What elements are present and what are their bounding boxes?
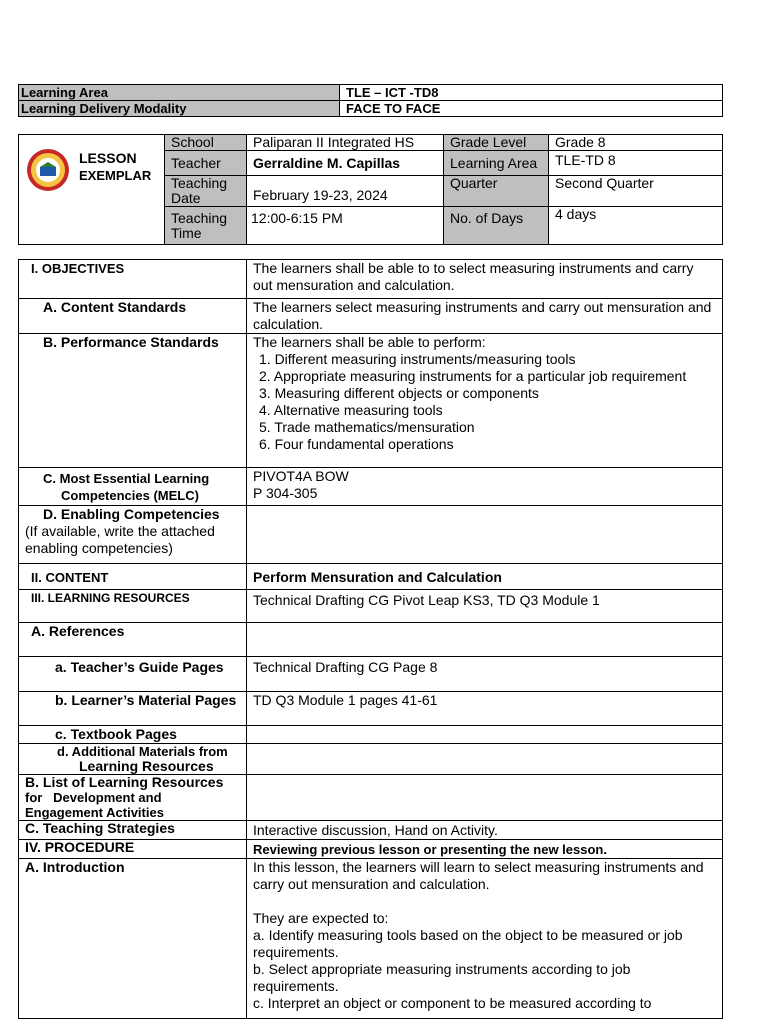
list-line1: B. List of Learning Resources [25, 774, 224, 790]
performance-intro: The learners shall be able to perform: [253, 334, 486, 350]
intro-paragraph: In this lesson, the learners will learn to select measuring instruments and carry out mensuration and calculation. [253, 859, 704, 892]
performance-standards-value [247, 334, 723, 468]
grade-label: Grade Level [444, 135, 549, 151]
performance-item: 1. Different measuring instruments/measuring tools [259, 351, 576, 367]
lesson-title: LESSON [79, 150, 137, 166]
days-label: No. of Days [444, 207, 549, 245]
enabling-value [247, 506, 723, 564]
learning-area-value: TLE – ICT -TD8 [340, 85, 723, 101]
introduction-label: A. Introduction [19, 859, 247, 1019]
melc-value-line1: PIVOT4A BOW [253, 468, 349, 484]
lesson-exemplar-cell [19, 135, 165, 245]
days-value: 4 days [549, 207, 723, 245]
teachers-guide-label: a. Teacher’s Guide Pages [19, 657, 247, 692]
school-value: Paliparan II Integrated HS [247, 135, 444, 151]
additional-line2: Learning Resources [79, 758, 214, 774]
list-resources-value [247, 775, 723, 821]
content-standards-label: A. Content Standards [19, 299, 247, 334]
date-label-line1: Teaching [171, 175, 228, 191]
teacher-value: Gerraldine M. Capillas [247, 151, 444, 176]
time-label-line1: Teaching [171, 210, 228, 226]
content-label: II. CONTENT [19, 564, 247, 590]
intro-item-a: a. Identify measuring tools based on the object to be measured or job requirements. [253, 927, 683, 960]
quarter-label: Quarter [444, 176, 549, 207]
modality-label: Learning Delivery Modality [19, 101, 340, 117]
performance-item: 2. Appropriate measuring instruments for a particular job requirement [259, 368, 687, 384]
enabling-note: (If available, write the attached enabling competencies) [25, 523, 215, 556]
strategies-value: Interactive discussion, Hand on Activity. [247, 821, 723, 840]
textbook-value [247, 726, 723, 744]
intro-item-c: c. Interpret an object or component to be measured according to [253, 995, 652, 1011]
date-label [165, 176, 247, 207]
strategies-label: C. Teaching Strategies [19, 821, 247, 840]
enabling-title: D. Enabling Competencies [43, 506, 220, 522]
content-value: Perform Mensuration and Calculation [247, 564, 723, 590]
time-label [165, 207, 247, 245]
performance-item: 6. Four fundamental operations [259, 436, 454, 452]
melc-label-line2: Competencies (MELC) [61, 488, 199, 503]
grade-value: Grade 8 [549, 135, 723, 151]
list-resources-label [19, 775, 247, 821]
melc-label [19, 468, 247, 506]
performance-item: 5. Trade mathematics/mensuration [259, 419, 475, 435]
performance-item: 3. Measuring different objects or components [259, 385, 539, 401]
intro-expected: They are expected to: [253, 910, 389, 926]
enabling-label [19, 506, 247, 564]
textbook-label: c. Textbook Pages [19, 726, 247, 744]
modality-value: FACE TO FACE [340, 101, 723, 117]
learners-material-value: TD Q3 Module 1 pages 41-61 [247, 692, 723, 726]
introduction-value [247, 859, 723, 1019]
lesson-plan-table [18, 259, 723, 1019]
exemplar-title: EXEMPLAR [79, 168, 152, 183]
resources-value: Technical Drafting CG Pivot Leap KS3, TD Q3 Module 1 [247, 590, 723, 623]
references-value [247, 623, 723, 657]
procedure-value: Reviewing previous lesson or presenting the new lesson. [247, 840, 723, 859]
date-label-line2: Date [171, 190, 201, 206]
date-value: February 19-23, 2024 [247, 176, 444, 207]
intro-item-b: b. Select appropriate measuring instruments according to job requirements. [253, 961, 631, 994]
area-label: Learning Area [444, 151, 549, 176]
additional-materials-label [19, 744, 247, 775]
melc-value-line2: P 304-305 [253, 485, 318, 501]
list-line3: Engagement Activities [25, 805, 164, 820]
quarter-value: Second Quarter [549, 176, 723, 207]
learners-material-label: b. Learner’s Material Pages [19, 692, 247, 726]
header-table [18, 84, 723, 117]
objectives-value: The learners shall be able to to select measuring instruments and carry out mensuration and calculation. [247, 260, 723, 299]
melc-label-line1: C. Most Essential Learning [43, 471, 210, 486]
area-value: TLE-TD 8 [549, 151, 723, 176]
objectives-label: I. OBJECTIVES [19, 260, 247, 299]
references-label: A. References [19, 623, 247, 657]
additional-line1: d. Additional Materials from [57, 744, 228, 759]
list-line2: for Development and [25, 790, 162, 805]
resources-label: III. LEARNING RESOURCES [19, 590, 247, 623]
additional-materials-value [247, 744, 723, 775]
learning-area-label: Learning Area [19, 85, 340, 101]
time-label-line2: Time [171, 225, 202, 241]
melc-value [247, 468, 723, 506]
content-standards-value: The learners select measuring instruments and carry out mensuration and calculation. [247, 299, 723, 334]
procedure-label: IV. PROCEDURE [19, 840, 247, 859]
performance-standards-label: B. Performance Standards [19, 334, 247, 468]
school-label: School [165, 135, 247, 151]
teachers-guide-value: Technical Drafting CG Page 8 [247, 657, 723, 692]
performance-item: 4. Alternative measuring tools [259, 402, 443, 418]
school-seal-icon [26, 148, 70, 192]
teacher-label: Teacher [165, 151, 247, 176]
info-table [18, 134, 723, 245]
time-value: 12:00-6:15 PM [247, 207, 444, 245]
